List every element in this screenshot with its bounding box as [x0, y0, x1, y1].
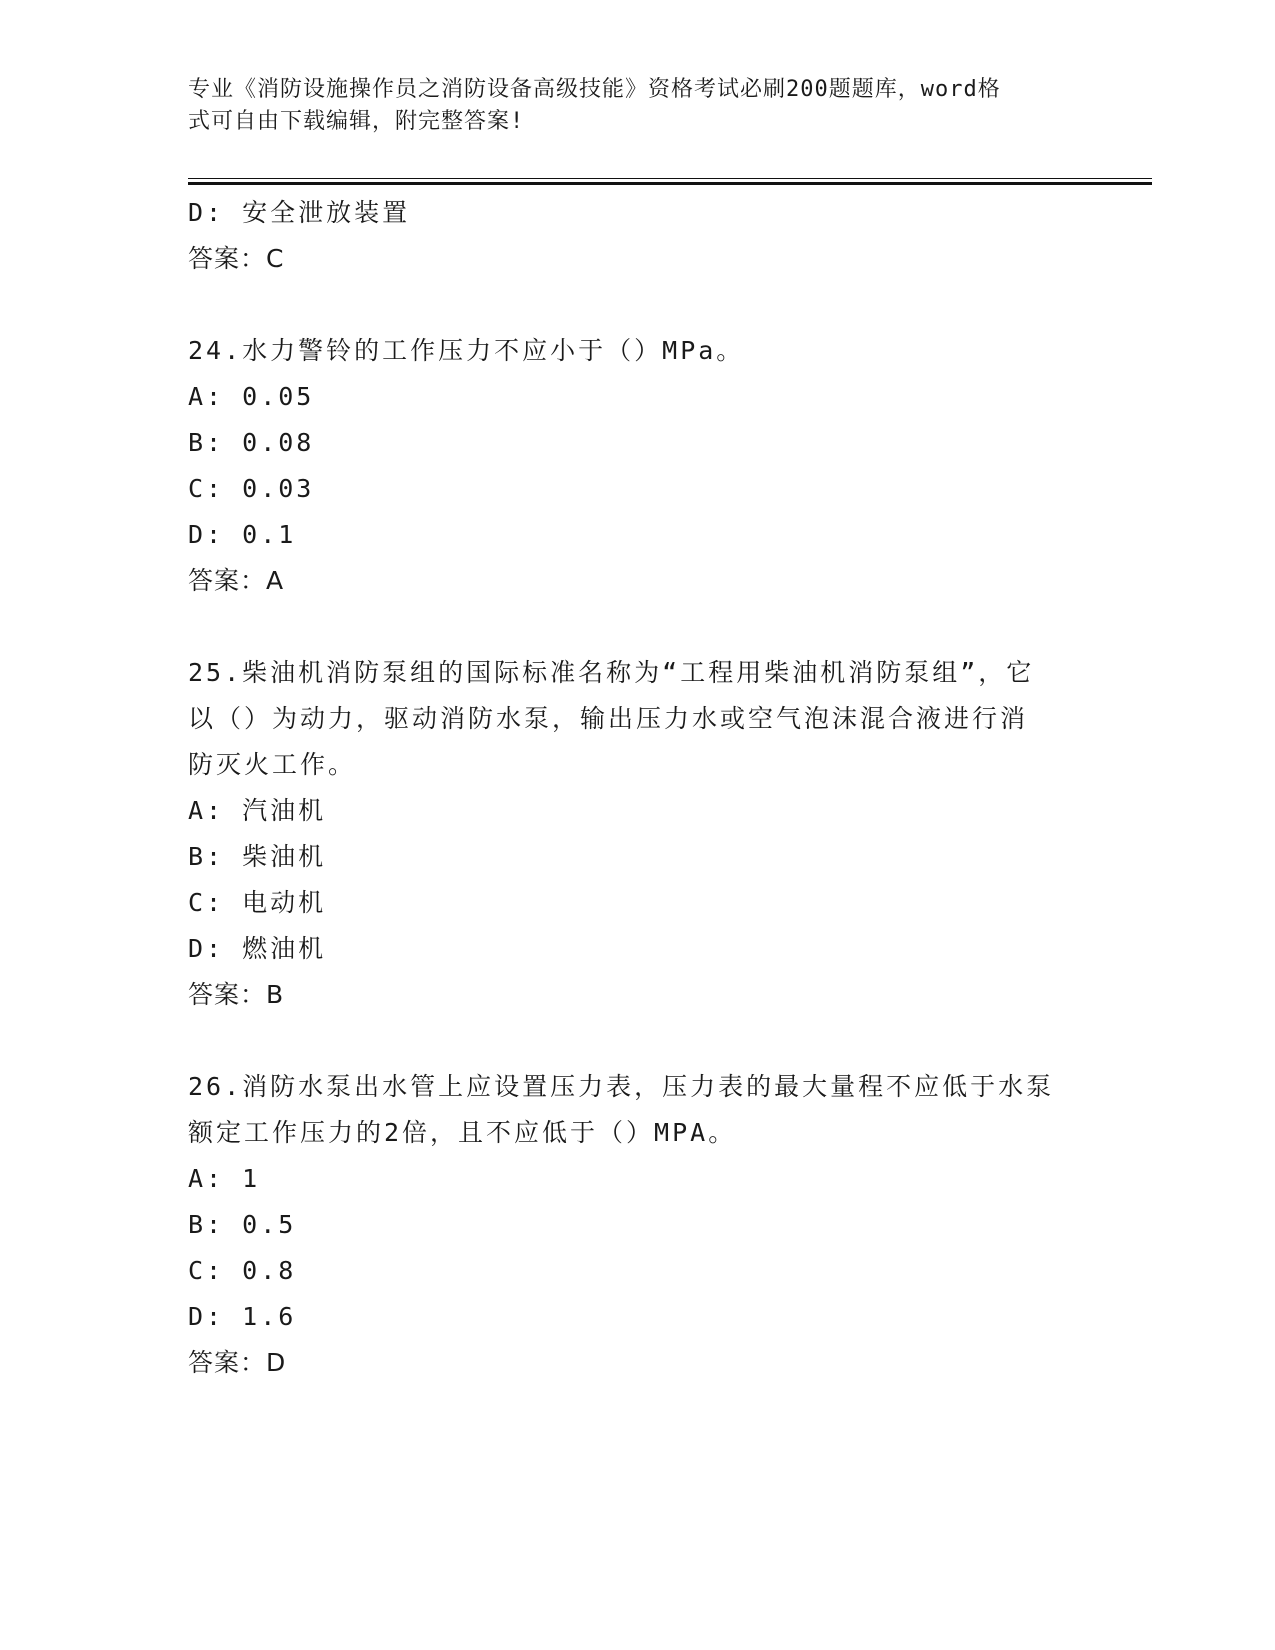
option-c: C: 0.8 — [188, 1256, 297, 1285]
option-b: B: 0.5 — [188, 1210, 297, 1239]
header-line-2: 式可自由下载编辑，附完整答案! — [188, 109, 525, 134]
header-divider-thin — [188, 178, 1152, 179]
header-divider-thick — [188, 182, 1152, 185]
question-text-line-1: 25.柴油机消防泵组的国际标准名称为“工程用柴油机消防泵组”，它 — [188, 658, 1035, 687]
question-text-line-2: 额定工作压力的2倍，且不应低于（）MPA。 — [188, 1118, 737, 1147]
question-26 — [188, 1064, 1088, 1386]
answer-label: 答案：B — [188, 980, 285, 1009]
question-list — [188, 190, 1088, 1386]
header-line-1: 专业《消防设施操作员之消防设备高级技能》资格考试必刷200题题库，word格 — [188, 77, 1001, 102]
document-header — [188, 74, 1068, 138]
option-a: A: 1 — [188, 1164, 261, 1193]
question-25 — [188, 650, 1088, 1018]
option-d: D: 1.6 — [188, 1302, 297, 1331]
question-text-line-3: 防灭火工作。 — [188, 750, 357, 779]
answer-label: 答案：D — [188, 1348, 287, 1377]
question-text: 24.水力警铃的工作压力不应小于（）MPa。 — [188, 336, 745, 365]
question-text-line-1: 26.消防水泵出水管上应设置压力表，压力表的最大量程不应低于水泵 — [188, 1072, 1055, 1101]
option-b: B: 柴油机 — [188, 842, 327, 871]
option-d: D: 0.1 — [188, 520, 297, 549]
option-a: A: 0.05 — [188, 382, 315, 411]
question-24 — [188, 328, 1088, 604]
option-c: C: 电动机 — [188, 888, 327, 917]
option-d: D: 安全泄放装置 — [188, 198, 411, 227]
answer-label: 答案：A — [188, 566, 285, 595]
previous-question-tail — [188, 190, 1088, 282]
option-d: D: 燃油机 — [188, 934, 327, 963]
answer-label: 答案：C — [188, 244, 285, 273]
option-a: A: 汽油机 — [188, 796, 327, 825]
option-c: C: 0.03 — [188, 474, 315, 503]
question-text-line-2: 以（）为动力，驱动消防水泵，输出压力水或空气泡沫混合液进行消 — [188, 704, 1029, 733]
option-b: B: 0.08 — [188, 428, 315, 457]
